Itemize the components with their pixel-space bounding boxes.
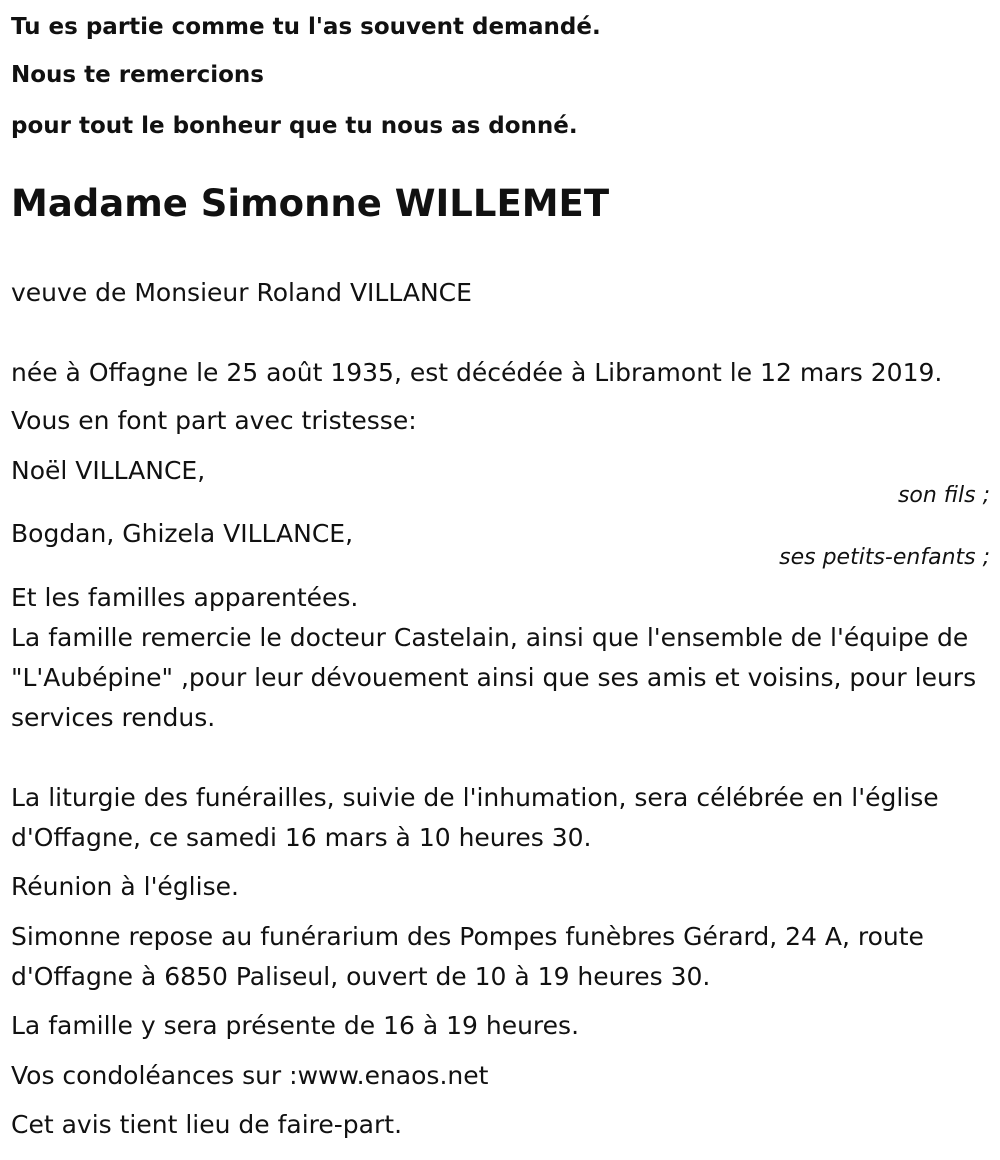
family-member-relation: son fils ; — [897, 483, 990, 508]
family-presence: La famille y sera présente de 16 à 19 heures. — [11, 1011, 580, 1040]
thanks-paragraph: La famille remercie le docteur Castelain, ainsi que l'ensemble de l'équipe de "L'Aubépine" ,pour leur dévouement ainsi que ses amis et voisins, pour leurs services rendus. — [11, 623, 977, 732]
notice-line: Cet avis tient lieu de faire-part. — [11, 1110, 403, 1139]
intro-line-3: pour tout le bonheur que tu nous as donné. — [11, 113, 578, 139]
widow-of: veuve de Monsieur Roland VILLANCE — [11, 278, 472, 307]
church-meeting: Réunion à l'église. — [11, 872, 239, 901]
birth-death: née à Offagne le 25 août 1935, est décédée à Libramont le 12 mars 2019. — [11, 358, 943, 387]
intro-line-1: Tu es partie comme tu l'as souvent demandé. — [11, 14, 601, 40]
funerarium-paragraph: Simonne repose au funérarium des Pompes funèbres Gérard, 24 A, route d'Offagne à 6850 Paliseul, ouvert de 10 à 19 heures 30. — [11, 922, 924, 991]
announcement-intro: Vous en font part avec tristesse: — [11, 406, 417, 435]
deceased-name: Madame Simonne WILLEMET — [11, 182, 610, 225]
intro-line-2: Nous te remercions — [11, 62, 264, 88]
related-families: Et les familles apparentées. — [11, 583, 359, 612]
family-member-relation: ses petits-enfants ; — [779, 545, 990, 570]
liturgy-paragraph: La liturgie des funérailles, suivie de l'inhumation, sera célébrée en l'église d'Offagne, ce samedi 16 mars à 10 heures 30. — [11, 783, 939, 852]
family-member-names: Noël VILLANCE, — [11, 456, 206, 485]
condolences-line: Vos condoléances sur :www.enaos.net — [11, 1061, 489, 1090]
family-member-names: Bogdan, Ghizela VILLANCE, — [11, 519, 354, 548]
